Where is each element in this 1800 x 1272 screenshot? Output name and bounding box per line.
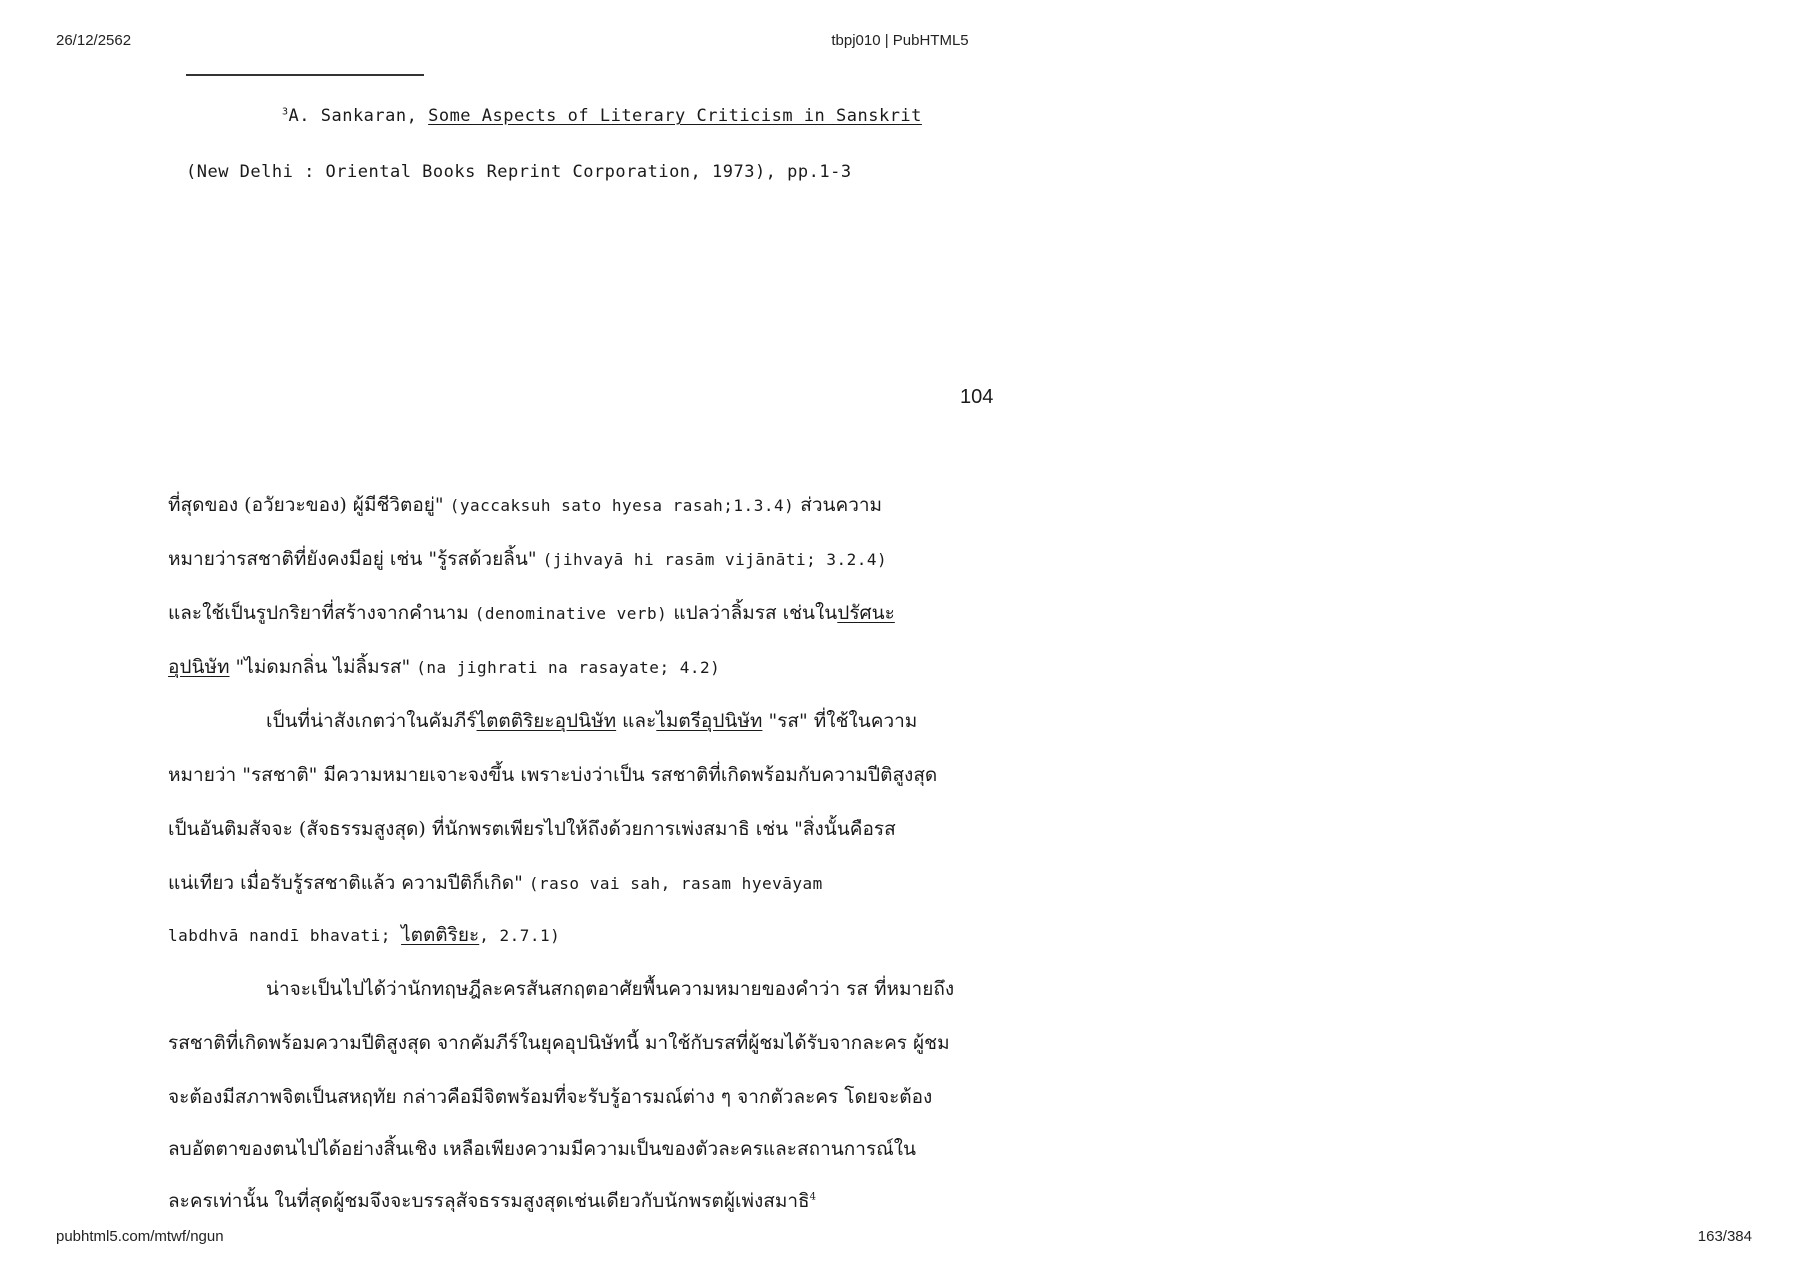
body-line-12: จะต้องมีสภาพจิตเป็นสหฤทัย กล่าวคือมีจิตพร้อมที่จะรับรู้อารมณ์ต่าง ๆ จากตัวละคร โดยจะต้อง [168,1086,933,1108]
underlined-text: อุปนิษัท [168,656,230,678]
body-line-1 [168,490,882,520]
body-line-8 [168,868,823,898]
underlined-text: ไมตรีอุปนิษัท [656,710,763,732]
body-line-10: น่าจะเป็นไปได้ว่านักทฤษฎีละครสันสกฤตอาศัยพื้นความหมายของคำว่า รส ที่หมายถึง [266,978,955,1000]
text: และใช้เป็นรูปกริยาที่สร้างจากคำนาม [168,602,475,624]
footnote-separator [186,74,424,76]
footer-url: pubhtml5.com/mtwf/ngun [56,1228,224,1245]
body-line-5 [266,706,917,736]
romanized-text: (jihvayā hi rasām vijānāti; 3.2.4) [542,550,888,569]
footnote-author: A. Sankaran, [288,106,429,126]
footnote-book-title: Some Aspects of Literary Criticism in Sanskrit [428,106,922,126]
body-line-9 [168,920,560,950]
body-line-4 [168,652,720,682]
underlined-text: ไตตติริยะ [401,924,480,946]
text: ละครเท่านั้น ในที่สุดผู้ชมจึงจะบรรลุสัจธรรมสูงสุดเช่นเดียวกับนักพรตผู้เพ่งสมาธิ [168,1190,810,1212]
footnote-publication: (New Delhi : Oriental Books Reprint Corporation, 1973), pp.1-3 [186,162,852,182]
romanized-text: labdhvā nandī bhavati; [168,926,402,945]
romanized-text: , 2.7.1) [479,926,561,945]
text: เป็นที่น่าสังเกตว่าในคัมภีร์ [266,710,477,732]
body-line-3 [168,598,895,628]
text: "รส" ที่ใช้ในความ [762,710,918,732]
romanized-text: (yaccaksuh sato hyesa rasah;1.3.4) [449,496,795,515]
page-number: 104 [960,386,994,408]
page-title: tbpj010 | PubHTML5 [831,32,969,49]
underlined-text: ไตตติริยะอุปนิษัท [476,710,617,732]
romanized-text: (na jighrati na rasayate; 4.2) [416,658,721,677]
underlined-text: ปรัศนะ [837,602,895,624]
text: แปลว่าลิ้มรส เช่นใน [667,602,838,624]
text: แน่เทียว เมื่อรับรู้รสชาติแล้ว ความปีติก็เกิด" [168,872,529,894]
text: และ [616,710,657,732]
body-line-7: เป็นอันติมสัจจะ (สัจธรรมสูงสุด) ที่นักพรตเพียรไปให้ถึงด้วยการเพ่งสมาธิ เช่น "สิ่งนั้นคือรส [168,818,896,840]
footnote-marker: 3 [282,106,289,118]
body-line-13: ลบอัตตาของตนไปได้อย่างสิ้นเชิง เหลือเพียงความมีความเป็นของตัวละครและสถานการณ์ใน [168,1138,917,1160]
body-line-2 [168,544,887,574]
text: "ไม่ดมกลิ่น ไม่ลิ้มรส" [229,656,417,678]
body-line-14 [168,1186,816,1216]
romanized-text: (denominative verb) [474,604,668,623]
page-counter: 163/384 [1697,1228,1752,1245]
text: ส่วนความ [794,494,883,516]
text: ที่สุดของ (อวัยวะของ) ผู้มีชีวิตอยู่" [168,494,450,516]
footnote-line-1 [282,106,922,126]
body-line-6: หมายว่า "รสชาติ" มีความหมายเจาะจงขึ้น เพราะบ่งว่าเป็น รสชาติที่เกิดพร้อมกับความปีติสูงสุด [168,764,938,786]
print-date: 26/12/2562 [56,32,132,49]
romanized-text: (raso vai sah, rasam hyevāyam [528,874,823,893]
body-line-11: รสชาติที่เกิดพร้อมความปีติสูงสุด จากคัมภีร์ในยุคอุปนิษัทนี้ มาใช้กับรสที่ผู้ชมได้รับจากละคร ผู้ชม [168,1032,950,1054]
footnote-reference: 4 [809,1191,817,1203]
text: หมายว่ารสชาติที่ยังคงมีอยู่ เช่น "รู้รสด้วยลิ้น" [168,548,543,570]
